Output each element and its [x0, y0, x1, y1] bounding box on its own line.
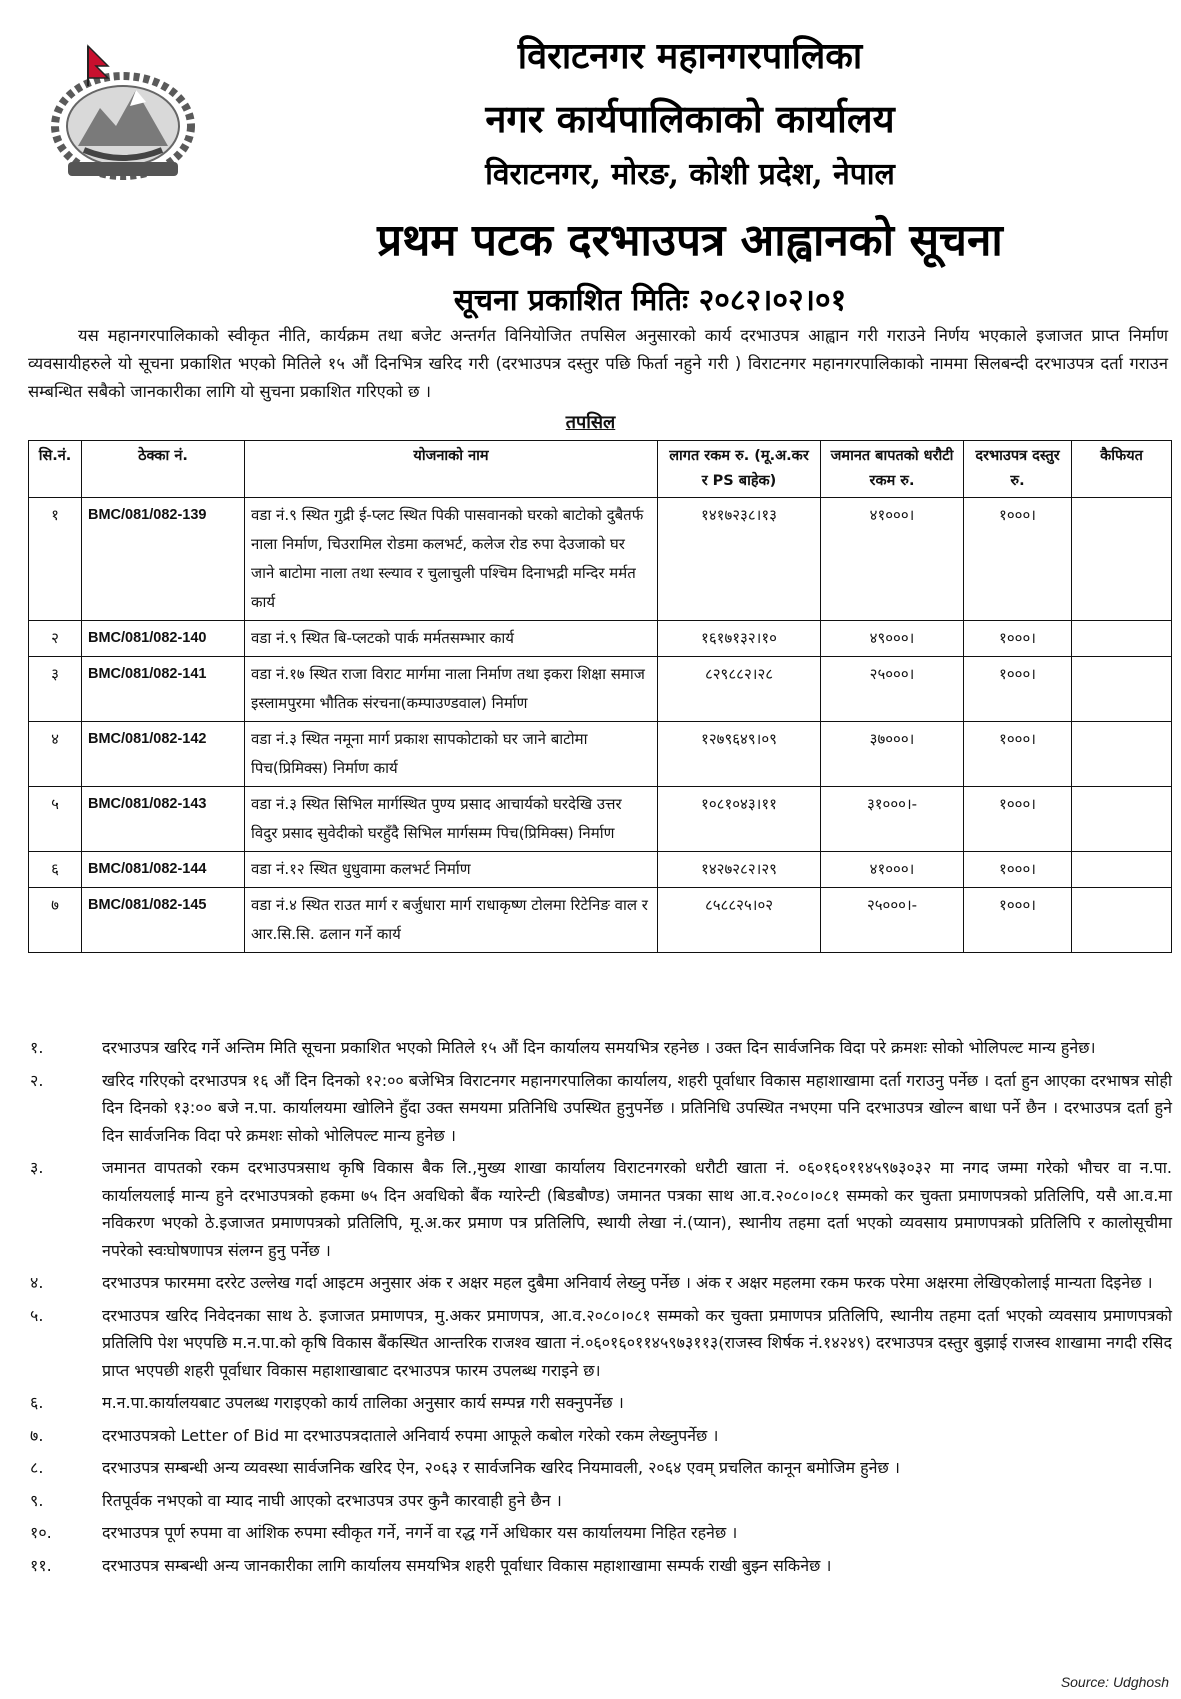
table-row — [29, 722, 1172, 787]
cell-sn: २ — [29, 621, 82, 657]
cell-fee: १०००। — [964, 787, 1072, 852]
cell-sn: ६ — [29, 852, 82, 888]
cell-name: वडा नं.१७ स्थित राजा विराट मार्गमा नाला निर्माण तथा इकरा शिक्षा समाज इस्लामपुरमा भौतिक संरचना(कम्पाउण्डवाल) निर्माण — [245, 657, 658, 722]
cell-fee: १०००। — [964, 722, 1072, 787]
office-address: विराटनगर, मोरङ, कोशी प्रदेश, नेपाल — [485, 157, 895, 192]
cell-fee: १०००। — [964, 498, 1072, 621]
item-number: ६. — [30, 1393, 44, 1412]
cell-remarks — [1072, 498, 1172, 621]
cell-fee: १०००। — [964, 621, 1072, 657]
office-name: नगर कार्यपालिकाको कार्यालय — [485, 96, 895, 141]
cell-deposit: २५०००। — [821, 657, 964, 722]
item-number: ८. — [30, 1458, 44, 1477]
cell-code: BMC/081/082-142 — [82, 722, 245, 787]
item-text: दरभाउपत्र पूर्ण रुपमा वा आंशिक रुपमा स्वीकृत गर्ने, नगर्ने वा रद्ध गर्ने अधिकार यस कार्यालयमा निहित रहनेछ । — [102, 1523, 738, 1542]
cell-deposit: ३१०००।- — [821, 787, 964, 852]
header-fee: दरभाउपत्र दस्तुर रु. — [964, 441, 1072, 498]
list-item — [28, 1067, 1172, 1150]
cell-fee: १०००। — [964, 852, 1072, 888]
list-item — [28, 1552, 1172, 1580]
header-remarks: कैफियत — [1072, 441, 1172, 498]
item-number: ९. — [30, 1490, 44, 1510]
list-item — [28, 1269, 1172, 1297]
list-item — [28, 1154, 1172, 1264]
cell-code: BMC/081/082-141 — [82, 657, 245, 722]
item-text: खरिद गरिएको दरभाउपत्र १६ औं दिन दिनको १२:०० बजेभित्र विराटनगर महानगरपालिका कार्यालय, शहरी पूर्वाधार विकास महाशाखामा दर्ता गराउनु पर्नेछ । दर्ता हुन आएका दरभाषत्र सोही दिन दिनको १३:०० बजे न.पा. कार्यालयमा खोलिने हुँदा उक्त समयमा प्रतिनिधि उपस्थित हुनुपर्नेछ । प्रतिनिधि उपस्थित नभएमा पनि दरभाउपत्र खोल्न बाधा पर्ने छैन । दरभाउपत्र दर्ता हुने दिन सार्वजनिक विदा परे क्रमशः सोको भोलिपल्ट मान्य हुनेछ । — [102, 1070, 1172, 1145]
published-date: सूचना प्रकाशित मितिः २०८२।०२।०१ — [453, 283, 847, 318]
cell-fee: १०००। — [964, 888, 1072, 953]
bid-table — [28, 440, 1172, 953]
header-deposit: जमानत बापतको धरौटी रकम रु. — [821, 441, 964, 498]
cell-name: वडा नं.९ स्थित बि-प्लटको पार्क मर्मतसम्भार कार्य — [245, 621, 658, 657]
cell-cost: १४२७२८२।२९ — [658, 852, 821, 888]
cell-name: वडा नं.९ स्थित गुद्री ई-प्लट स्थित पिकी पासवानको घरको बाटोको दुबैतर्फ नाला निर्माण, चिउरामिल रोडमा कलभर्ट, कलेज रोड रुपा देउजाको घर जाने बाटोमा नाला तथा स्ल्याव र चुलाचुली पश्चिम दिनाभद्री मन्दिर मर्मत कार्य — [245, 498, 658, 621]
cell-deposit: ४१०००। — [821, 852, 964, 888]
cell-sn: ७ — [29, 888, 82, 953]
item-number: ७. — [30, 1425, 44, 1445]
nepal-emblem-icon — [38, 38, 208, 188]
item-text: रितपूर्वक नभएको वा म्याद नाघी आएको दरभाउपत्र उपर कुनै कारवाही हुने छैन । — [102, 1490, 562, 1510]
cell-cost: १४१७२३८।१३ — [658, 498, 821, 621]
item-number: ५. — [30, 1305, 44, 1325]
table-header-row — [29, 441, 1172, 498]
cell-code: BMC/081/082-143 — [82, 787, 245, 852]
item-number: १. — [30, 1038, 44, 1057]
list-item — [28, 1487, 1172, 1515]
cell-name: वडा नं.१२ स्थित धुधुवामा कलभर्ट निर्माण — [245, 852, 658, 888]
table-row — [29, 657, 1172, 722]
cell-remarks — [1072, 722, 1172, 787]
item-text: दरभाउपत्र सम्बन्धी अन्य व्यवस्था सार्वजनिक खरिद ऐन, २०६३ र सार्वजनिक खरिद नियमावली, २०६४ एवम् प्रचलित कानून बमोजिम हुनेछ । — [102, 1458, 900, 1477]
cell-code: BMC/081/082-144 — [82, 852, 245, 888]
table-caption: तपसिल — [565, 412, 616, 433]
cell-cost: ८५८८२५।०२ — [658, 888, 821, 953]
item-number: ३. — [30, 1158, 44, 1177]
cell-sn: ३ — [29, 657, 82, 722]
cell-remarks — [1072, 657, 1172, 722]
item-text: दरभाउपत्रको Letter of Bid मा दरभाउपत्रदाताले अनिवार्य रुपमा आफूले कबोल गरेको रकम लेख्नुपर्नेछ । — [102, 1425, 719, 1445]
header-code: ठेक्का नं. — [82, 441, 245, 498]
cell-fee: १०००। — [964, 657, 1072, 722]
cell-deposit: ४१०००। — [821, 498, 964, 621]
item-text: दरभाउपत्र सम्बन्धी अन्य जानकारीका लागि कार्यालय समयभित्र शहरी पूर्वाधार विकास महाशाखामा सम्पर्क राखी बुझ्न सकिनेछ । — [102, 1555, 832, 1575]
list-item — [28, 1389, 1172, 1417]
table-row — [29, 888, 1172, 953]
cell-remarks — [1072, 888, 1172, 953]
table-row — [29, 621, 1172, 657]
item-text: म.न.पा.कार्यालयबाट उपलब्ध गराइएको कार्य तालिका अनुसार कार्य सम्पन्न गरी सक्नुपर्नेछ । — [102, 1393, 624, 1412]
header-sn: सि.नं. — [29, 441, 82, 498]
cell-code: BMC/081/082-140 — [82, 621, 245, 657]
cell-sn: ४ — [29, 722, 82, 787]
cell-code: BMC/081/082-145 — [82, 888, 245, 953]
cell-sn: १ — [29, 498, 82, 621]
conditions-list — [28, 1034, 1172, 1584]
list-item — [28, 1454, 1172, 1482]
item-number: १०. — [30, 1523, 52, 1542]
notice-title: प्रथम पटक दरभाउपत्र आह्वानको सूचना — [377, 215, 1003, 266]
table-row — [29, 852, 1172, 888]
cell-deposit: ४९०००। — [821, 621, 964, 657]
item-text: दरभाउपत्र फारममा दररेट उल्लेख गर्दा आइटम अनुसार अंक र अक्षर महल दुबैमा अनिवार्य लेख्नु पर्नेछ । अंक र अक्षर महलमा रकम फरक परेमा अक्षरमा लेखिएकोलाई मान्यता दिइनेछ । — [102, 1273, 1153, 1292]
list-item — [28, 1034, 1172, 1062]
list-item — [28, 1422, 1172, 1450]
list-item — [28, 1302, 1172, 1385]
header-name: योजनाको नाम — [245, 441, 658, 498]
cell-name: वडा नं.३ स्थित सिभिल मार्गस्थित पुण्य प्रसाद आचार्यको घरदेखि उत्तर विदुर प्रसाद सुवेदीको घरहुँदै सिभिल मार्गसम्म पिच(प्रिमिक्स) निर्माण — [245, 787, 658, 852]
intro-paragraph: यस महानगरपालिकाको स्वीकृत नीति, कार्यक्रम तथा बजेट अन्तर्गत विनियोजित तपसिल अनुसारको कार्य दरभाउपत्र आह्वान गरी गराउने निर्णय भएकाले इजाजत प्राप्त निर्माण व्यवसायीहरुले यो सूचना प्रकाशित भएको मितिले १५ औं दिनभित्र खरिद गरी (दरभाउपत्र दस्तुर पछि फिर्ता नहुने गरी ) विराटनगर महानगरपालिकाको नाममा सिलबन्दी दरभाउपत्र दर्ता गराउन सम्बन्धित सबैको जानकारीका लागि यो सुचना प्रकाशित गरिएको छ । — [28, 326, 1168, 401]
item-text: दरभाउपत्र खरिद गर्ने अन्तिम मिति सूचना प्रकाशित भएको मितिले १५ औं दिन कार्यालय समयभित्र रहनेछ । उक्त दिन सार्वजनिक विदा परे क्रमशः सोको भोलिपल्ट मान्य हुनेछ। — [102, 1038, 1096, 1057]
source-credit: Source: Udghosh — [1060, 1674, 1169, 1690]
municipality-name: विराटनगर महानगरपालिका — [517, 35, 863, 77]
cell-remarks — [1072, 852, 1172, 888]
cell-cost: १०८१०४३।११ — [658, 787, 821, 852]
list-item — [28, 1519, 1172, 1547]
item-text: दरभाउपत्र खरिद निवेदनका साथ ठे. इजाजत प्रमाणपत्र, मु.अकर प्रमाणपत्र, आ.व.२०८०।०८१ सम्मको कर चुक्ता प्रमाणपत्र प्रतिलिपि, स्थानीय तहमा दर्ता भएको व्यवसाय प्रमाणपत्रको प्रतिलिपि पेश भएपछि म.न.पा.को कृषि विकास बैंकस्थित आन्तरिक राजश्व खाता नं.०६०१६०११४५९७३११३(राजस्व शिर्षक नं.१४२४९) दरभाउपत्र दस्तुर बुझाई राजस्व शाखामा नगदी रसिद प्राप्त भएपछी शहरी पूर्वाधार विकास महाशाखाबाट दरभाउपत्र फारम उपलब्ध गराइने छ। — [102, 1305, 1172, 1380]
table-body — [29, 498, 1172, 953]
cell-remarks — [1072, 621, 1172, 657]
cell-code: BMC/081/082-139 — [82, 498, 245, 621]
item-number: ११. — [30, 1555, 52, 1575]
item-number: ४. — [30, 1273, 44, 1292]
cell-cost: १६१७१३२।१० — [658, 621, 821, 657]
header-cost: लागत रकम रु. (मू.अ.कर र PS बाहेक) — [658, 441, 821, 498]
cell-sn: ५ — [29, 787, 82, 852]
item-number: २. — [30, 1070, 44, 1090]
table-row — [29, 787, 1172, 852]
cell-name: वडा नं.३ स्थित नमूना मार्ग प्रकाश सापकोटाको घर जाने बाटोमा पिच(प्रिमिक्स) निर्माण कार्य — [245, 722, 658, 787]
cell-deposit: ३७०००। — [821, 722, 964, 787]
cell-cost: १२७९६४९।०९ — [658, 722, 821, 787]
cell-deposit: २५०००।- — [821, 888, 964, 953]
cell-name: वडा नं.४ स्थित राउत मार्ग र बर्जुधारा मार्ग राधाकृष्ण टोलमा रिटेनिङ वाल र आर.सि.सि. ढलान गर्ने कार्य — [245, 888, 658, 953]
table-row — [29, 498, 1172, 621]
item-text: जमानत वापतको रकम दरभाउपत्रसाथ कृषि विकास बैक लि.,मुख्य शाखा कार्यालय विराटनगरको धरौटी खाता नं. ०६०१६०११४५९७३०३२ मा नगद जम्मा गरेको भौचर वा न.पा. कार्यालयलाई मान्य हुने दरभाउपत्रको हकमा ७५ दिन अवधिको बैंक ग्यारेन्टी (बिडबौण्ड) जमानत पत्रका साथ आ.व.२०८०।०८१ सम्मको कर चुक्ता प्रमाणपत्रको प्रतिलिपि, यसै आ.व.मा नविकरण भएको ठे.इजाजत प्रमाणपत्रको प्रतिलिपि, मू.अ.कर प्रमाण पत्र प्रतिलिपि, स्थायी लेखा नं.(प्यान), स्थानीय तहमा दर्ता भएको व्यवसाय प्रमाणपत्रको प्रतिलिपि र कालोसूचीमा नपरेको स्वःघोषणापत्र संलग्न हुनु पर्नेछ । — [102, 1158, 1172, 1260]
cell-cost: ८२९८८२।२८ — [658, 657, 821, 722]
cell-remarks — [1072, 787, 1172, 852]
